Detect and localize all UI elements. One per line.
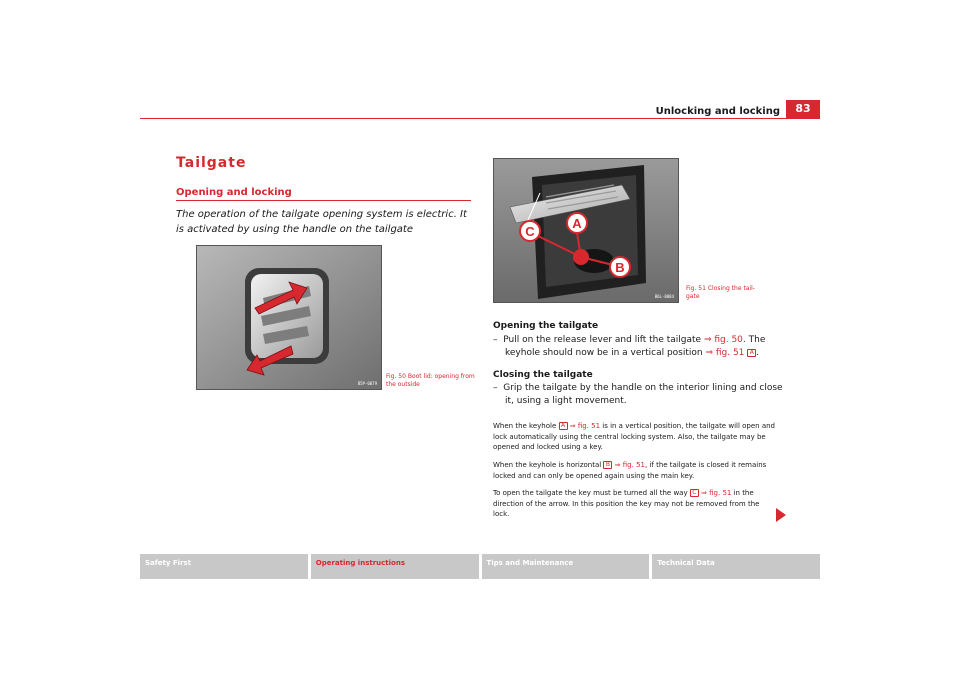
figure-51-code: B6L-0084 (654, 294, 674, 299)
opening-ref-fig-50-link[interactable]: ⇒ fig. 50 (703, 335, 743, 345)
opening-dash: – (493, 335, 498, 345)
page-number: 83 (786, 100, 820, 118)
subheading-rule (176, 200, 471, 201)
key-label-b: B (603, 461, 612, 469)
header-rule (140, 118, 820, 119)
note-text: in the direction of the arrow. In this position the key may not be removed from the lock. (493, 489, 760, 519)
triangle-right-icon[interactable] (776, 508, 786, 522)
closing-dash: – (493, 383, 498, 393)
tab-tips-and-maintenance[interactable]: Tips and Maintenance (482, 554, 650, 579)
tab-safety-first[interactable]: Safety First (140, 554, 308, 579)
figure-51-image (493, 158, 679, 303)
opening-step (493, 334, 783, 360)
closing-heading: Closing the tailgate (493, 370, 593, 380)
subheading: Opening and locking (176, 187, 292, 198)
tab-technical-data[interactable]: Technical Data (652, 554, 820, 579)
note-paragraph (493, 488, 777, 520)
key-label-a: A (559, 422, 568, 430)
figure-51-label-c: C (525, 224, 535, 239)
opening-text-2: . The keyhole should now be in a vertical position (505, 335, 766, 358)
key-label-c: C (690, 489, 699, 497)
header-title: Unlocking and locking (655, 106, 780, 117)
opening-heading: Opening the tailgate (493, 321, 599, 331)
figure-50-image (196, 245, 382, 390)
figure-51-label-b: B (615, 260, 625, 275)
figure-51-label-a: A (572, 216, 582, 231)
note-text: To open the tailgate the key must be turned all the way (493, 489, 690, 497)
note-text: When the keyhole (493, 422, 559, 430)
figure-50-caption: Fig. 50 Boot lid: opening from the outside (386, 373, 475, 388)
note-paragraph (493, 460, 777, 481)
note-text: , if the tailgate is closed it remains locked and can only be opened again using the main key. (493, 461, 767, 480)
opening-text-3: . (756, 348, 760, 358)
intro-text: The operation of the tailgate opening system is electric. It is activated by using the handle on the tailgate (176, 209, 467, 235)
opening-ref-fig-51-link[interactable]: ⇒ fig. 51 (705, 348, 745, 358)
section-title: Tailgate (176, 155, 247, 171)
note-ref-fig-51-link[interactable]: ⇒ fig. 51 (698, 489, 732, 497)
tab-operating-instructions[interactable]: Operating instructions (311, 554, 479, 579)
note-ref-fig-51-link[interactable]: ⇒ fig. 51 (612, 461, 645, 469)
note-text: is in a vertical position, the tailgate will open and lock automatically using the central locking system. Also, the tailgate may be opened and locked using a key. (493, 422, 775, 452)
note-ref-fig-51-link[interactable]: ⇒ fig. 51 (567, 422, 601, 430)
closing-step (493, 382, 783, 408)
note-paragraph (493, 421, 777, 453)
closing-text: Grip the tailgate by the handle on the interior lining and close it, using a light movement. (503, 383, 783, 406)
footer-nav (140, 554, 820, 579)
opening-text-1: Pull on the release lever and lift the tailgate (503, 335, 704, 345)
figure-51-caption: Fig. 51 Closing the tail-gate (686, 285, 755, 300)
note-text: When the keyhole is horizontal (493, 461, 604, 469)
figure-50-code: B5P-0079 (357, 381, 377, 386)
key-label-a: A (747, 349, 756, 357)
